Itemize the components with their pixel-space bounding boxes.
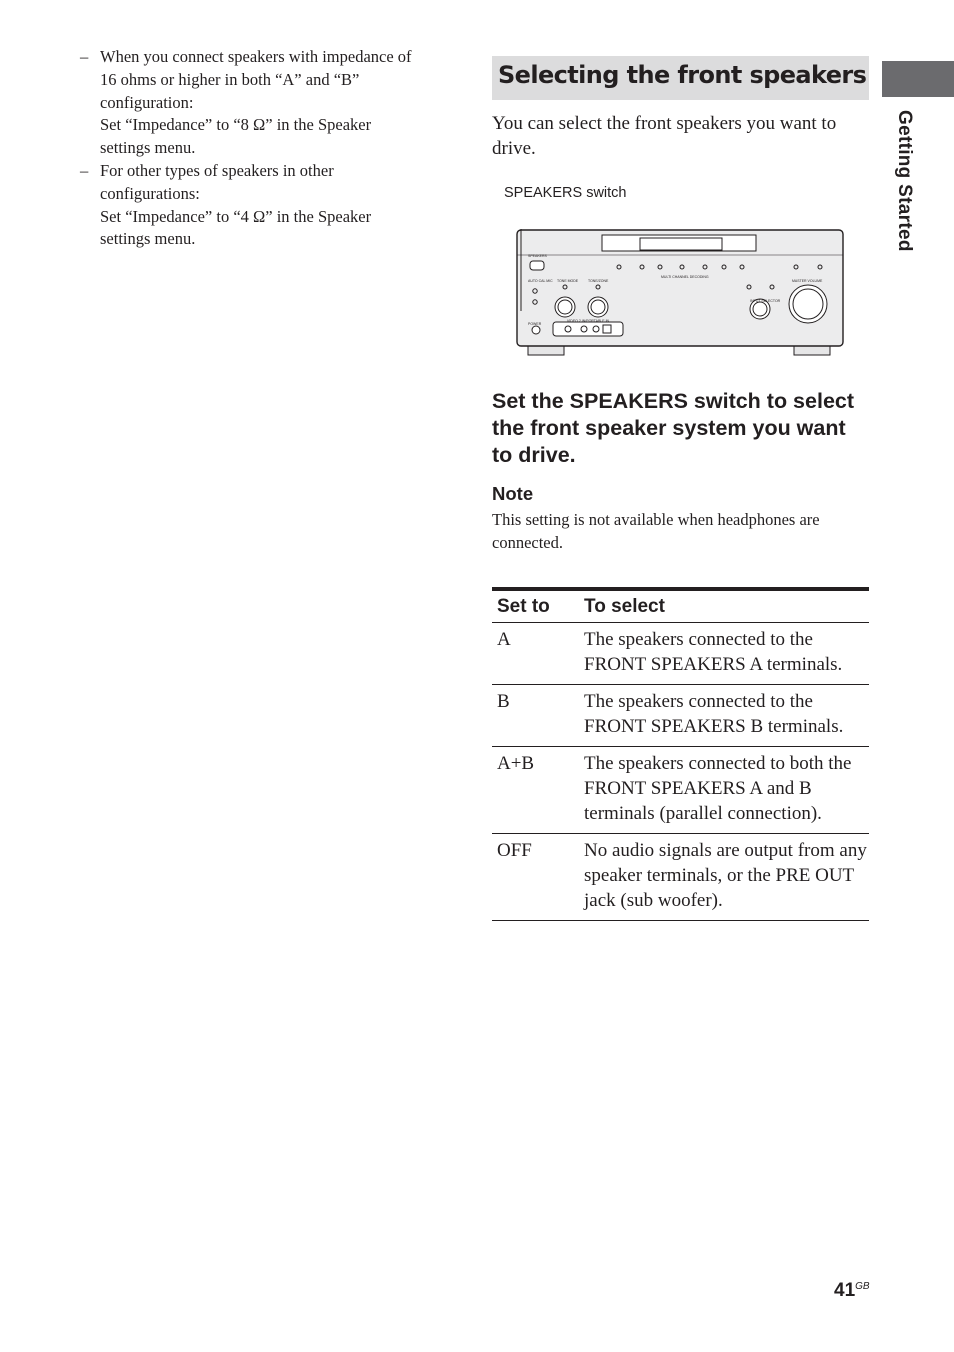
bullet-line: When you connect speakers with impedance of xyxy=(100,47,412,66)
bullet-line: settings menu. xyxy=(100,229,196,249)
svg-text:POWER: POWER xyxy=(528,322,542,326)
note-heading: Note xyxy=(492,483,534,504)
bullet-line: settings menu. xyxy=(100,138,196,158)
right-column xyxy=(492,56,869,921)
table-row xyxy=(492,685,869,747)
page-number xyxy=(834,1280,870,1302)
table-row xyxy=(492,834,869,921)
bullet-dash: – xyxy=(80,160,89,180)
bullet-dash: – xyxy=(80,47,89,66)
to-select-cell: The speakers connected to the FRONT SPEAKERS B terminals. xyxy=(579,685,869,747)
svg-text:VIDEO 2 IN/PORTABLE IN: VIDEO 2 IN/PORTABLE IN xyxy=(567,319,610,323)
intro-text: You can select the front speakers you want to drive. xyxy=(492,113,837,159)
set-to-cell: A xyxy=(492,623,579,685)
set-to-cell: A+B xyxy=(492,747,579,834)
set-to-cell: B xyxy=(492,685,579,747)
chapter-label: Getting Started xyxy=(894,110,915,252)
to-select-cell: No audio signals are output from any speaker terminals, or the PRE OUT jack (sub woofer). xyxy=(579,834,869,921)
svg-text:AUTO CAL MIC: AUTO CAL MIC xyxy=(528,279,553,283)
table-row xyxy=(492,747,869,834)
bullet-line: For other types of speakers in other xyxy=(100,160,334,180)
page-number-suffix: GB xyxy=(855,1281,870,1292)
step-heading: Set the SPEAKERS switch to select the front speaker system you want to drive. xyxy=(492,389,855,467)
note-body: This setting is not available when headphones are connected. xyxy=(492,510,820,552)
bullet-line: configuration: xyxy=(100,92,194,112)
svg-text:TONE MODE: TONE MODE xyxy=(557,279,579,283)
column-header-to-select: To select xyxy=(579,589,869,623)
column-header-set-to: Set to xyxy=(492,589,579,623)
speakers-switch-label: SPEAKERS switch xyxy=(504,185,627,201)
receiver-illustration xyxy=(492,169,869,384)
svg-text:TONE/ZONE: TONE/ZONE xyxy=(588,279,609,283)
set-to-cell: OFF xyxy=(492,834,579,921)
bullet-line: 16 ohms or higher in both “A” and “B” xyxy=(100,69,360,89)
receiver-figure xyxy=(492,169,869,384)
svg-text:INPUT SELECTOR: INPUT SELECTOR xyxy=(750,299,781,303)
chapter-tab-marker xyxy=(882,61,954,97)
bullet-line: Set “Impedance” to “4 Ω” in the Speaker xyxy=(100,206,372,226)
svg-text:SPEAKERS: SPEAKERS xyxy=(528,254,547,258)
table-header-row xyxy=(492,589,869,623)
to-select-cell: The speakers connected to the FRONT SPEAKERS A terminals. xyxy=(579,623,869,685)
svg-text:MULTI CHANNEL DECODING: MULTI CHANNEL DECODING xyxy=(661,275,709,279)
left-column xyxy=(80,46,452,251)
bullet-line: Set “Impedance” to “8 Ω” in the Speaker xyxy=(100,115,372,135)
to-select-cell: The speakers connected to both the FRONT SPEAKERS A and B terminals (parallel connection). xyxy=(579,747,869,834)
section-title: Selecting the front speakers xyxy=(492,56,869,100)
page-number-value: 41 xyxy=(834,1280,856,1301)
svg-text:MASTER VOLUME: MASTER VOLUME xyxy=(792,279,823,283)
bullet-item xyxy=(80,46,452,160)
table-row xyxy=(492,623,869,685)
bullet-line: configurations: xyxy=(100,183,200,203)
speaker-selection-table xyxy=(492,587,869,921)
bullet-item xyxy=(80,160,452,251)
